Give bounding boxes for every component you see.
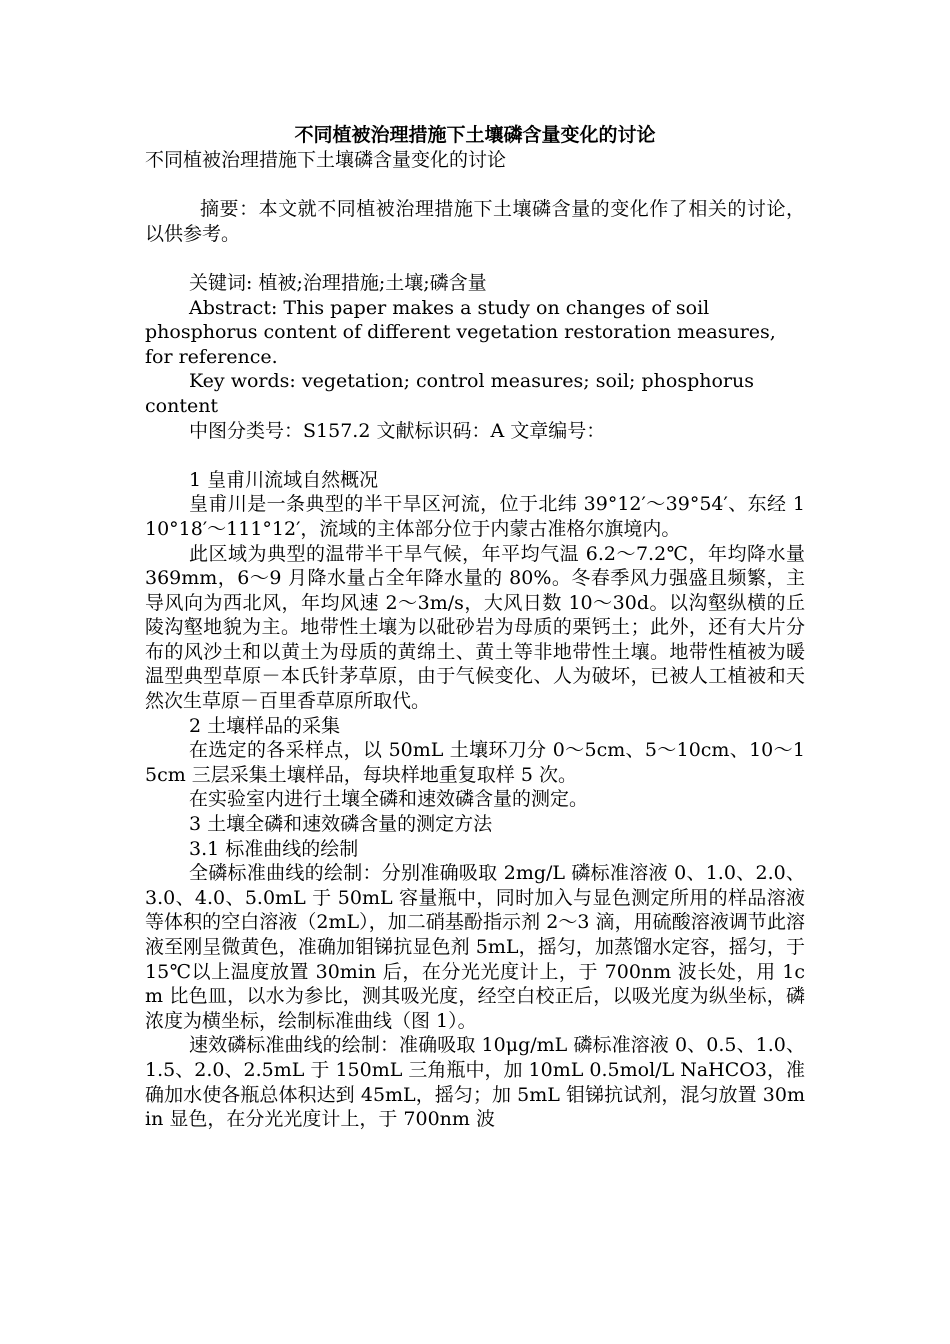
classification-line: 中图分类号：S157.2 文献标识码：A 文章编号： — [189, 419, 606, 442]
section-1-paragraph-1: 皇甫川是一条典型的半干旱区河流，位于北纬 39°12′～39°54′、东经 110°18′～111°12′，流域的主体部分位于内蒙古准格尔旗境内。 — [145, 493, 805, 540]
document-title: 不同植被治理措施下土壤磷含量变化的讨论 — [294, 124, 656, 146]
abstract-en: Abstract: This paper makes a study on changes of soil phosphorus content of different vegetation restoration measures, for reference. — [145, 296, 776, 368]
document-subtitle: 不同植被治理措施下土壤磷含量变化的讨论 — [145, 149, 507, 171]
abstract-cn: 摘要：本文就不同植被治理措施下土壤磷含量的变化作了相关的讨论，以供参考。 — [145, 198, 805, 245]
section-3-1-paragraph-2: 速效磷标准曲线的绘制：准确吸取 10μg/mL 磷标准溶液 0、0.5、1.0、1.5、2.0、2.5mL 于 150mL 三角瓶中，加 10mL 0.5mol/L NaHCO3，准确加水使各瓶总体积达到 45mL，摇匀；加 5mL 钼锑抗试剂，混匀放置 30min 显色，在分光光度计上，于 700nm 波 — [145, 1034, 805, 1131]
section-2-heading: 2 土壤样品的采集 — [189, 714, 341, 737]
keywords-en: Key words: vegetation; control measures; soil; phosphorus content — [145, 370, 754, 417]
section-2-paragraph-1: 在选定的各采样点，以 50mL 土壤环刀分 0～5cm、5～10cm、10～15cm 三层采集土壤样品，每块样地重复取样 5 次。 — [145, 739, 805, 786]
section-1-paragraph-2: 此区域为典型的温带半干旱气候，年平均气温 6.2～7.2℃，年均降水量 369mm，6～9 月降水量占全年降水量的 80%。冬春季风力强盛且频繁，主导风向为西北风，年均风速 2～3m/s，大风日数 10～30d。以沟壑纵横的丘陵沟壑地貌为主。地带性土壤为以砒砂岩为母质的栗钙土；此外，还有大片分布的风沙土和以黄土为母质的黄绵土、黄土等非地带性土壤。地带性植被为暖温型典型草原－本氏针茅草原，由于气候变化、人为破坏，已被人工植被和天然次生草原－百里香草原所取代。 — [145, 542, 805, 713]
section-3-1-paragraph-1: 全磷标准曲线的绘制：分别准确吸取 2mg/L 磷标准溶液 0、1.0、2.0、3.0、4.0、5.0mL 于 50mL 容量瓶中，同时加入与显色测定所用的样品溶液等体积的空白溶液（2mL），加二硝基酚指示剂 2～3 滴，用硫酸溶液调节此溶液至刚呈微黄色，准确加钼锑抗显色剂 5mL，摇匀，加蒸馏水定容，摇匀，于 15℃以上温度放置 30min 后，在分光光度计上，于 700nm 波长处，用 1cm 比色皿，以水为参比，测其吸光度，经空白校正后，以吸光度为纵坐标，磷浓度为横坐标，绘制标准曲线（图 1）。 — [145, 862, 805, 1032]
document-body — [145, 148, 805, 1132]
keywords-cn: 关键词: 植被;治理措施;土壤;磷含量 — [189, 271, 487, 294]
section-3-heading: 3 土壤全磷和速效磷含量的测定方法 — [189, 813, 493, 836]
blank-line — [145, 173, 805, 198]
blank-line — [145, 443, 805, 468]
section-3-1-heading: 3.1 标准曲线的绘制 — [189, 837, 359, 860]
section-1-heading: 1 皇甫川流域自然概况 — [189, 468, 379, 491]
blank-line — [145, 246, 805, 271]
section-2-paragraph-2: 在实验室内进行土壤全磷和速效磷含量的测定。 — [189, 788, 589, 811]
